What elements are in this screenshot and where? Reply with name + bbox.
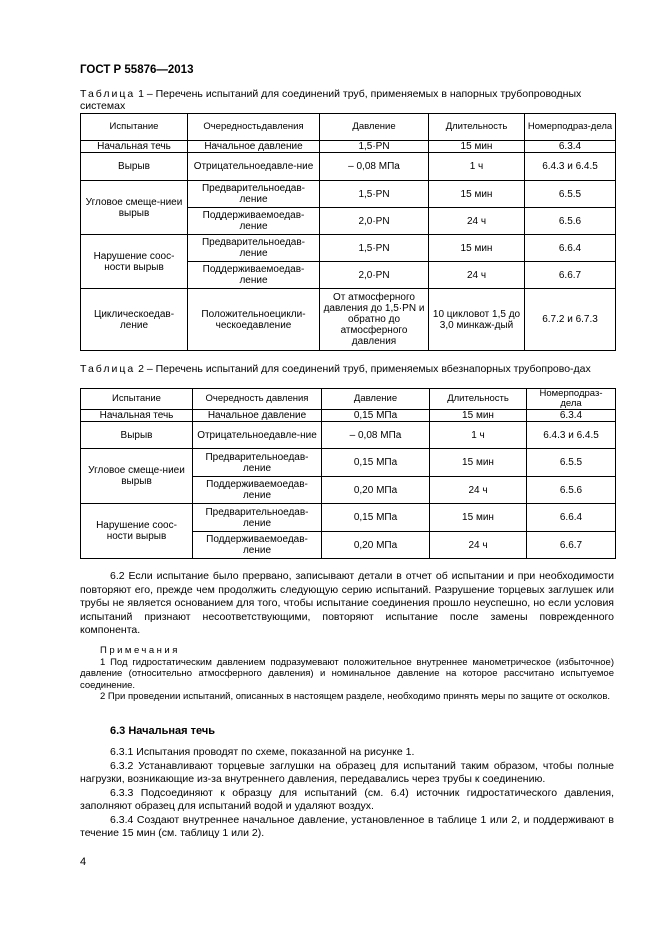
table-cell: Отрицательноедавле-ние	[188, 153, 320, 181]
document-header: ГОСТ Р 55876—2013	[80, 64, 194, 76]
table2-header-cell: Номерподраз-дела	[527, 389, 616, 410]
table-cell: 6.4.3 и 6.4.5	[527, 422, 616, 449]
table1	[80, 113, 616, 351]
table-cell: 15 мин	[429, 235, 525, 262]
table-cell: 6.5.6	[525, 208, 616, 235]
table1-header-row	[81, 114, 616, 141]
table-cell: 1,5·PN	[320, 181, 429, 208]
page-number: 4	[80, 856, 87, 868]
table-cell: Нарушение соос-ности вырыв	[81, 235, 188, 289]
table-cell: От атмосферного давления до 1,5·PN и обратно до атмосферного давления	[320, 289, 429, 351]
table-cell: Угловое смеще-ниеи вырыв	[81, 181, 188, 235]
table-cell: 24 ч	[430, 477, 527, 504]
section-title: 6.3 Начальная течь	[110, 725, 216, 737]
table2-header-cell: Испытание	[81, 389, 193, 410]
table-cell: 6.6.4	[527, 504, 616, 532]
table-cell: Вырыв	[81, 422, 193, 449]
table-cell: Предварительноедав-ление	[193, 449, 322, 477]
table-cell: Начальное давление	[193, 410, 322, 422]
table-cell: Начальная течь	[81, 141, 188, 153]
table-cell: Поддерживаемоедав-ление	[188, 208, 320, 235]
table-cell: Предварительноедав-ление	[188, 235, 320, 262]
table1-header-cell: Длительность	[429, 114, 525, 141]
table-cell: 15 мин	[429, 181, 525, 208]
table-row	[81, 181, 616, 208]
table1-header-cell: Очередностьдавления	[188, 114, 320, 141]
table-cell: Начальное давление	[188, 141, 320, 153]
table-row	[81, 422, 616, 449]
section-body	[80, 746, 614, 841]
table-cell: 1,5·PN	[320, 141, 429, 153]
table-row	[81, 289, 616, 351]
table-row	[81, 235, 616, 262]
table-cell: 6.6.7	[527, 532, 616, 559]
table-cell: 10 цикловот 1,5 до 3,0 минкаж-дый	[429, 289, 525, 351]
paragraph-6-2	[80, 570, 614, 638]
table-cell: Поддерживаемоедав-ление	[193, 477, 322, 504]
table-cell: 6.6.4	[525, 235, 616, 262]
table1-header-cell: Номерподраз-дела	[525, 114, 616, 141]
table-cell: 6.6.7	[525, 262, 616, 289]
table1-header-cell: Испытание	[81, 114, 188, 141]
note-item: 1 Под гидростатическим давлением подразумевают положительное внутреннее манометрическое (избыточное) давление (относительно атмосферного давления) и номинальное давление на которое рассчитано испытуемое соединение.	[80, 656, 614, 691]
table-cell: 2,0·PN	[320, 208, 429, 235]
table-cell: 6.5.5	[525, 181, 616, 208]
notes-block	[80, 645, 614, 703]
table2-header-cell: Давление	[322, 389, 430, 410]
table-row	[81, 153, 616, 181]
table-cell: Угловое смеще-ниеи вырыв	[81, 449, 193, 504]
table-row	[81, 410, 616, 422]
table-cell: 15 мин	[429, 141, 525, 153]
table-cell: 24 ч	[429, 262, 525, 289]
table-cell: 0,20 МПа	[322, 532, 430, 559]
table-cell: 24 ч	[429, 208, 525, 235]
table-cell: 1 ч	[429, 153, 525, 181]
table-cell: 15 мин	[430, 504, 527, 532]
table2-header-row	[81, 389, 616, 410]
table-cell: 1 ч	[430, 422, 527, 449]
table2-caption	[80, 364, 614, 376]
table-cell: Вырыв	[81, 153, 188, 181]
table-cell: 6.5.5	[527, 449, 616, 477]
table-row	[81, 141, 616, 153]
table-cell: 0,20 МПа	[322, 477, 430, 504]
table2-header-cell: Очередность давления	[193, 389, 322, 410]
table-cell: 6.3.4	[527, 410, 616, 422]
table-cell: 0,15 МПа	[322, 410, 430, 422]
table-cell: 24 ч	[430, 532, 527, 559]
table-cell: Отрицательноедавле-ние	[193, 422, 322, 449]
table1-header-cell: Давление	[320, 114, 429, 141]
notes-title: Примечания	[100, 645, 180, 656]
table1-caption-text: 1 – Перечень испытаний для соединений труб, применяемых в напорных трубопроводных системах	[80, 88, 582, 112]
table-cell: Предварительноедав-ление	[193, 504, 322, 532]
table-cell: Поддерживаемоедав-ление	[188, 262, 320, 289]
table-cell: 6.7.2 и 6.7.3	[525, 289, 616, 351]
table2-caption-text: 2 – Перечень испытаний для соединений труб, применяемых вбезнапорных трубопрово-дах	[138, 363, 591, 375]
section-paragraph: 6.3.1 Испытания проводят по схеме, показанной на рисунке 1.	[110, 746, 415, 758]
table-cell: 6.4.3 и 6.4.5	[525, 153, 616, 181]
table-cell: Циклическоедав-ление	[81, 289, 188, 351]
table-cell: 15 мин	[430, 410, 527, 422]
table-row	[81, 449, 616, 477]
table-cell: – 0,08 МПа	[322, 422, 430, 449]
paragraph-text: 6.2 Если испытание было прервано, записывают детали в отчет об испытании и при необходимости повторяют его, прежде чем продолжить следующую серию испытаний. Разрушение торцевых заглушек или трубы не является основанием для того, чтобы испытание соединения прошло неуспешно, но если условия испытаний признают несоответствующими, повторяют испытание после замены поврежденного компонента.	[80, 570, 614, 636]
table-cell: 15 мин	[430, 449, 527, 477]
table-cell: Положительноецикли-ческоедавление	[188, 289, 320, 351]
table-cell: – 0,08 МПа	[320, 153, 429, 181]
table-cell: 2,0·PN	[320, 262, 429, 289]
table-cell: 0,15 МПа	[322, 504, 430, 532]
section-paragraph: 6.3.4 Создают внутреннее начальное давление, установленное в таблице 1 или 2, и поддерживают в течение 15 мин (см. таблицу 1 или 2).	[80, 813, 614, 839]
table-cell: 6.3.4	[525, 141, 616, 153]
table-cell: Начальная течь	[81, 410, 193, 422]
table-row	[81, 504, 616, 532]
table-cell: Нарушение соос-ности вырыв	[81, 504, 193, 559]
table1-caption	[80, 89, 614, 112]
section-paragraph: 6.3.3 Подсоединяют к образцу для испытаний (см. 6.4) источник гидростатического давления, заполняют образец для испытаний водой и удаляют воздух.	[80, 786, 614, 812]
table-cell: 0,15 МПа	[322, 449, 430, 477]
table-cell: 1,5·PN	[320, 235, 429, 262]
table-cell: Предварительноедав-ление	[188, 181, 320, 208]
table-cell: 6.5.6	[527, 477, 616, 504]
note-item: 2 При проведении испытаний, описанных в настоящем разделе, необходимо принять меры по защите от осколков.	[100, 691, 611, 702]
section-paragraph: 6.3.2 Устанавливают торцевые заглушки на образец для испытаний таким образом, чтобы полные нагрузки, возникающие из-за внутреннего давления, передавались через трубы к соединению.	[80, 759, 614, 785]
table2-caption-word: Таблица	[80, 363, 136, 375]
table-cell: Поддерживаемоедав-ление	[193, 532, 322, 559]
table2-header-cell: Длительность	[430, 389, 527, 410]
table2	[80, 388, 616, 559]
table1-caption-word: Таблица	[80, 88, 136, 100]
